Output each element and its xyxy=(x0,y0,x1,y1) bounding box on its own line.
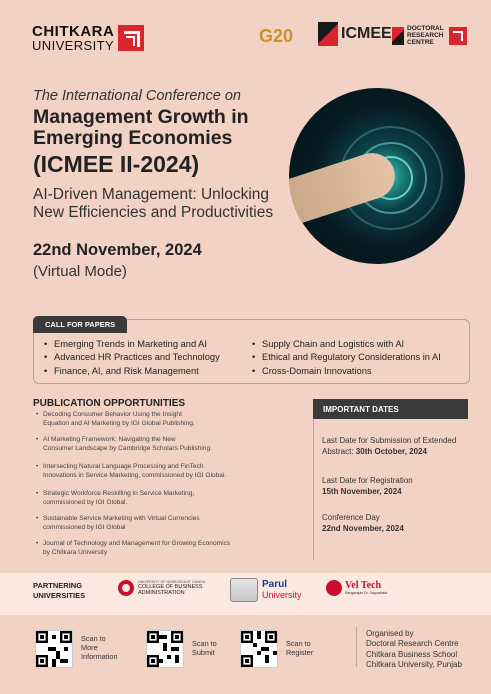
qr-pattern-icon xyxy=(241,631,277,667)
organiser-divider xyxy=(356,627,357,667)
qr-label-line: Information xyxy=(81,651,118,661)
cfp-topic: • Cross-Domain Innovations xyxy=(252,365,441,378)
drc-mark-icon xyxy=(392,27,404,45)
chitkara-name: CHITKARA xyxy=(32,23,115,40)
cfp-topic: • Advanced HR Practices and Technology xyxy=(44,351,220,364)
qr-label-line: Scan to xyxy=(286,639,311,648)
chitkara-sub: UNIVERSITY xyxy=(32,38,115,53)
icmee-mark-icon xyxy=(318,22,338,46)
drc-line-2: RESEARCH xyxy=(407,31,444,39)
unomaha-line-2: ADMINISTRATION xyxy=(138,590,185,597)
publication-line: • Sustainable Service Marketing with Virtual Currencies xyxy=(43,515,200,522)
qr-code-register[interactable] xyxy=(240,630,278,668)
cfp-topic: • Supply Chain and Logistics with AI xyxy=(252,338,441,351)
partnering-universities-label xyxy=(33,581,85,601)
title-line-1: Management Growth in xyxy=(33,106,249,128)
publication-item xyxy=(36,515,293,533)
parul-name: Parul xyxy=(262,579,288,591)
qr-code-more-info[interactable] xyxy=(35,630,73,668)
partner-label-line-2: UNIVERSITIES xyxy=(33,590,86,600)
date-submission-prefix: Abstract: xyxy=(322,446,356,456)
organiser-line: Organised by xyxy=(366,629,414,638)
theme-line-2: New Efficiencies and Productivities xyxy=(33,203,274,221)
drc-emblem-icon xyxy=(449,27,467,45)
publication-line: Innovations in Service Marketing, commissioned by IGI Global. xyxy=(43,471,227,479)
parul-emblem-icon xyxy=(230,578,258,602)
publication-line: commissioned by IGI Global xyxy=(43,523,126,531)
publication-line: • Journal of Technology and Management for Growing Economics xyxy=(43,540,231,547)
date-submission-value: 30th October, 2024 xyxy=(355,446,427,456)
veltech-sub: Rangarajan Dr. Sagunthala xyxy=(345,591,388,595)
conference-acronym: (ICMEE II-2024) xyxy=(33,151,200,177)
date-registration-value: 15th November, 2024 xyxy=(322,486,402,496)
drc-line-3: CENTRE xyxy=(407,38,434,46)
qr-label-more-info xyxy=(81,635,118,661)
publication-line: • Intersecting Natural Language Processing and FinTech xyxy=(43,463,204,470)
conference-theme xyxy=(33,186,303,222)
conference-title xyxy=(33,107,293,149)
publication-item xyxy=(36,436,293,454)
publication-line: • AI Marketing Framework: Navigating the New xyxy=(43,436,176,443)
unomaha-o-icon xyxy=(118,580,134,596)
cfp-topic: • Ethical and Regulatory Considerations in AI xyxy=(252,351,441,364)
date-conference-label: Conference Day xyxy=(322,513,380,522)
cfp-topic: • Emerging Trends in Marketing and AI xyxy=(44,338,220,351)
date-submission-label: Last Date for Submission of Extended xyxy=(322,436,457,445)
important-dates-heading: IMPORTANT DATES xyxy=(313,399,468,419)
organiser-line: Chitkara Business School xyxy=(366,649,458,659)
date-conference-value: 22nd November, 2024 xyxy=(322,523,404,533)
publication-item xyxy=(36,490,293,508)
publication-line: Equation and AI Marketing by IGI Global Publishing. xyxy=(43,419,195,427)
qr-pattern-icon xyxy=(36,631,72,667)
chitkara-logo xyxy=(32,24,144,52)
date-registration-label: Last Date for Registration xyxy=(322,476,413,485)
parul-sub: University xyxy=(262,589,302,600)
unomaha-line-1: COLLEGE OF BUSINESS xyxy=(138,584,203,591)
publication-heading: PUBLICATION OPPORTUNITIES xyxy=(33,398,186,409)
date-conference xyxy=(322,513,404,535)
icmee-logo xyxy=(318,22,392,46)
qr-pattern-icon xyxy=(147,631,183,667)
chitkara-emblem-icon xyxy=(118,25,144,51)
date-registration xyxy=(322,476,413,498)
organiser-line: Doctoral Research Centre xyxy=(366,639,459,649)
qr-label-line: More xyxy=(81,642,98,652)
qr-label-submit xyxy=(192,640,217,658)
publication-line: • Strategic Workforce Reskilling in Service Marketing, xyxy=(43,490,195,497)
icmee-word: ICMEE xyxy=(341,25,392,42)
organiser-line: Chitkara University, Punjab xyxy=(366,660,462,670)
date-submission xyxy=(322,436,456,458)
qr-label-line: Scan to xyxy=(192,639,217,648)
publication-item xyxy=(36,540,293,558)
cfp-list-left xyxy=(44,338,220,378)
drc-line-1: DOCTORAL xyxy=(407,25,444,32)
publication-item xyxy=(36,463,293,481)
veltech-emblem-icon xyxy=(326,580,342,596)
call-for-papers-label: CALL FOR PAPERS xyxy=(33,316,127,333)
unomaha-small: UNIVERSITY OF NEBRASKA AT OMAHA xyxy=(138,580,206,584)
g20-logo: G20 xyxy=(259,26,294,46)
conference-intro: The International Conference on xyxy=(33,88,241,104)
hero-image xyxy=(289,88,465,264)
parul-university-logo xyxy=(230,578,302,602)
date-submission-line xyxy=(322,447,456,458)
publication-line: by Chitkara University xyxy=(43,548,108,556)
title-line-2: Emerging Economies xyxy=(33,127,233,150)
cfp-topic: • Finance, AI, and Risk Management xyxy=(44,365,220,378)
cfp-list-right xyxy=(252,338,441,378)
qr-label-line: Scan to xyxy=(81,634,106,643)
qr-label-line: Register xyxy=(286,647,314,657)
qr-code-submit[interactable] xyxy=(146,630,184,668)
publication-item xyxy=(36,411,293,429)
qr-label-line: Submit xyxy=(192,647,215,657)
veltech-logo xyxy=(326,580,387,596)
publication-line: commissioned by IGI Global. xyxy=(43,498,128,506)
organiser-block xyxy=(366,629,462,671)
veltech-name: Vel Tech xyxy=(345,580,382,591)
publication-line: • Decoding Consumer Behavior Using the Insight xyxy=(43,411,182,418)
unomaha-logo xyxy=(118,580,205,597)
publication-line: Consumer Landscape by Cambridge Scholars Publishing. xyxy=(43,444,212,452)
conference-date: 22nd November, 2024 xyxy=(33,241,202,259)
partner-label-line-1: PARTNERING xyxy=(33,581,83,590)
conference-mode: (Virtual Mode) xyxy=(33,263,127,280)
theme-line-1: AI-Driven Management: Unlocking xyxy=(33,186,270,203)
qr-label-register xyxy=(286,640,313,658)
doctoral-research-centre-logo xyxy=(392,26,467,46)
